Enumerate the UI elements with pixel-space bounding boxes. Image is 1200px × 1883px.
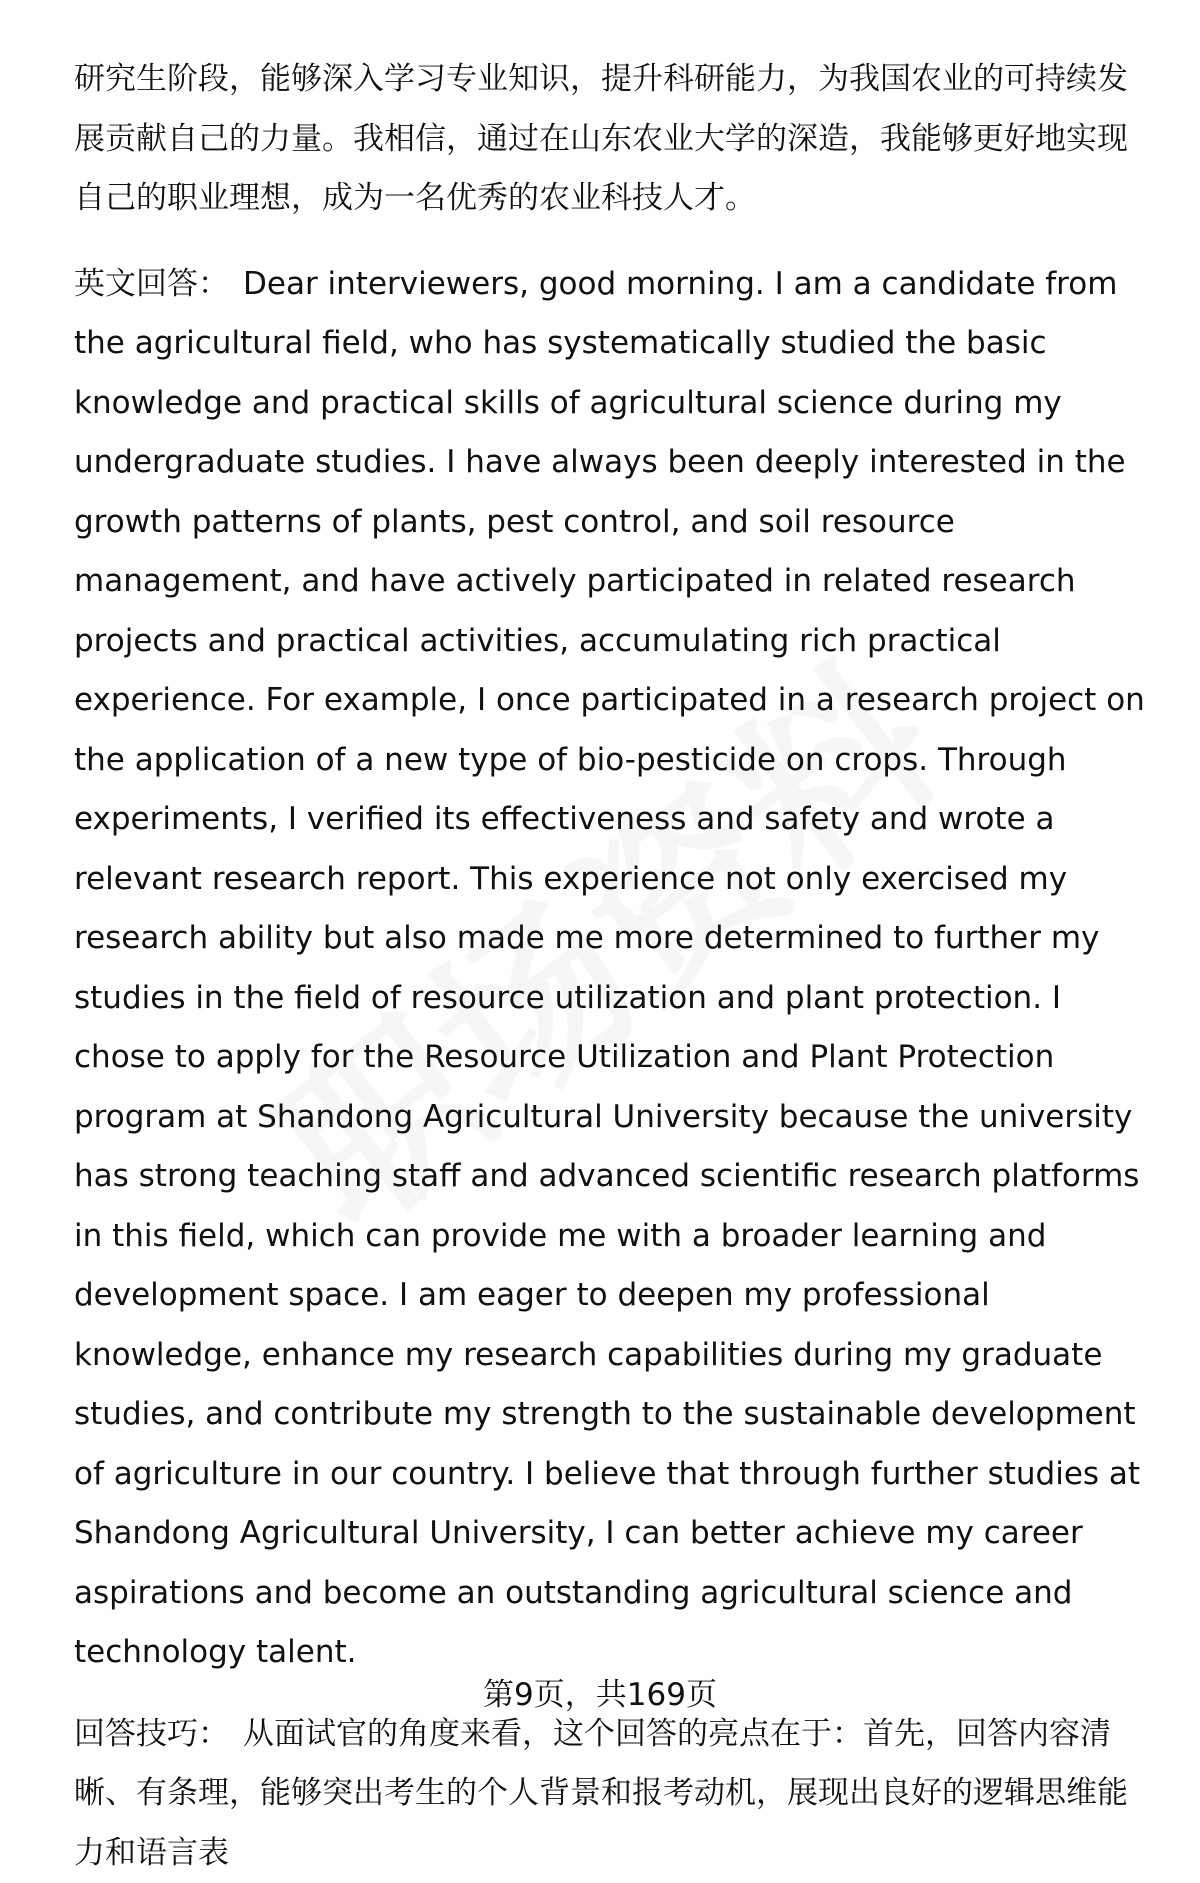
- answer-tips-text: 从面试官的角度来看，这个回答的亮点在于：首先，回答内容清晰、有条理，能够突出考生的个人背景和报考动机，展现出良好的逻辑思维能力和语言表: [74, 1716, 1128, 1871]
- english-answer-paragraph: [74, 255, 1154, 1683]
- answer-tips-paragraph: [74, 1705, 1154, 1883]
- chinese-intro-paragraph: [74, 50, 1154, 229]
- english-answer-text: Dear interviewers, good morning. I am a candidate from the agricultural field, who has systematically studied the basic knowledge and practical skills of agricultural science during my undergraduate studies. I have always been deeply interested in the growth patterns of plants, pest control, and soil resource management, and have actively participated in related research projects and practical activities, accumulating rich practical experience. For example, I once participated in a research project on the application of a new type of bio-pesticide on crops. Through experiments, I verified its effectiveness and safety and wrote a relevant research report. This experience not only exercised my research ability but also made me more determined to further my studies in the field of resource utilization and plant protection. I chose to apply for the Resource Utilization and Plant Protection program at Shandong Agricultural University because the university has strong teaching staff and advanced scientific research platforms in this field, which can provide me with a broader learning and development space. I am eager to deepen my professional knowledge, enhance my research capabilities during my graduate studies, and contribute my strength to the sustainable development of agriculture in our country. I believe that through further studies at Shandong Agricultural University, I can better achieve my career aspirations and become an outstanding agricultural science and technology talent.: [74, 266, 1145, 1671]
- document-page: [74, 50, 1154, 1883]
- page-number-footer: 第9页，共169页: [0, 1670, 1200, 1720]
- chinese-intro-text: 研究生阶段，能够深入学习专业知识，提升科研能力，为我国农业的可持续发展贡献自己的力量。我相信，通过在山东农业大学的深造，我能够更好地实现自己的职业理想，成为一名优秀的农业科技人才。: [74, 61, 1128, 216]
- answer-tips-label: 回答技巧：: [74, 1716, 229, 1752]
- english-answer-label: 英文回答：: [74, 266, 229, 302]
